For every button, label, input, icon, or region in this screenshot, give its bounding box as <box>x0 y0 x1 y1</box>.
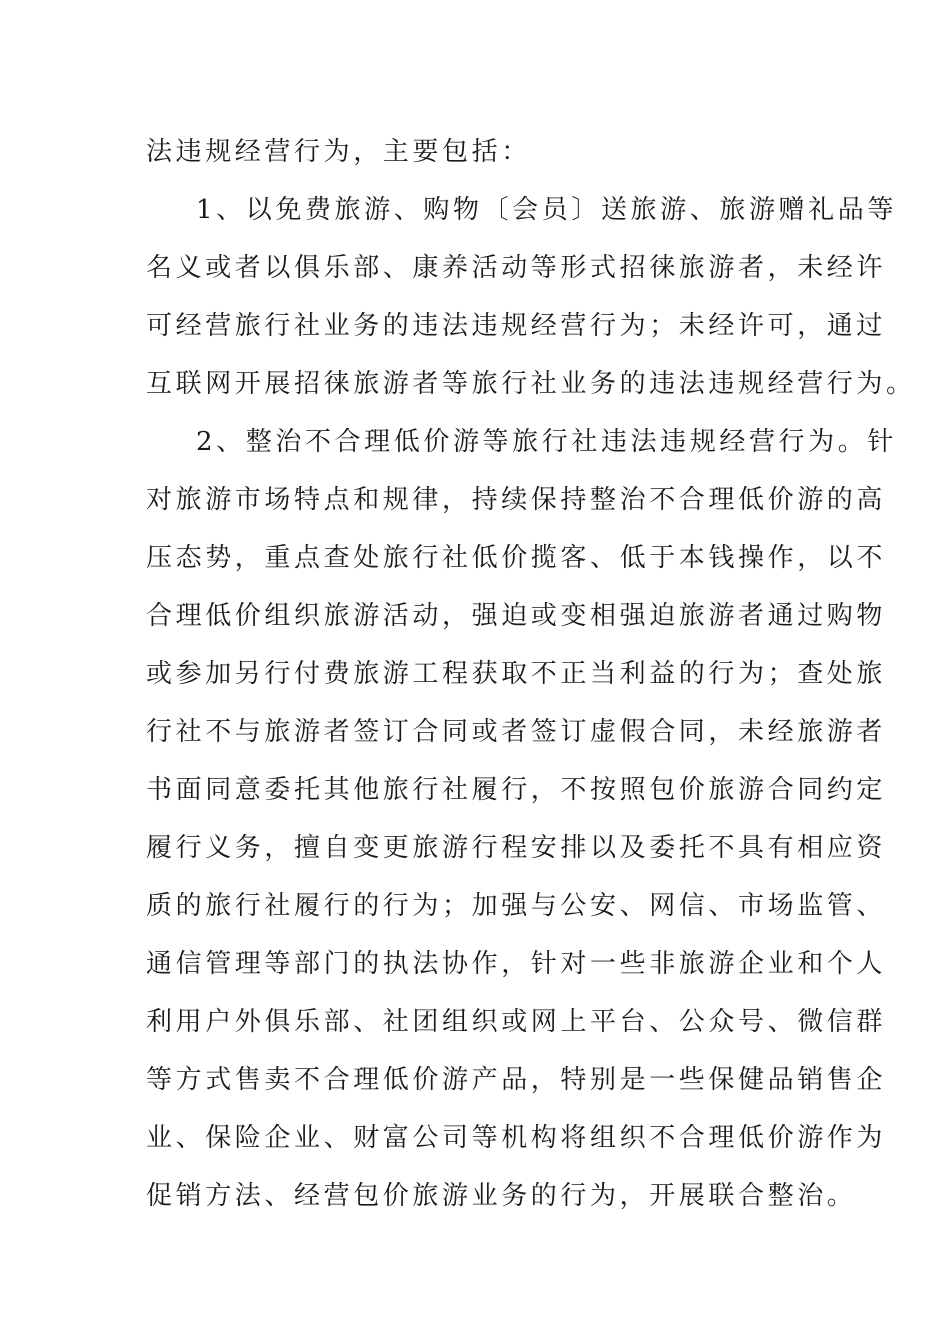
text-line: 互联网开展招徕旅游者等旅行社业务的违法违规经营行为。 <box>146 369 916 399</box>
text-line: 或参加另行付费旅游工程获取不正当利益的行为；查处旅 <box>146 659 887 689</box>
text-line: 压态势，重点查处旅行社低价揽客、低于本钱操作，以不 <box>146 543 887 573</box>
text-line: 通信管理等部门的执法协作，针对一些非旅游企业和个人 <box>146 949 887 979</box>
text-line: 履行义务，擅自变更旅游行程安排以及委托不具有相应资 <box>146 833 887 863</box>
text-line: 行社不与旅游者签订合同或者签订虚假合同，未经旅游者 <box>146 717 887 747</box>
text-line: 对旅游市场特点和规律，持续保持整治不合理低价游的高 <box>146 485 887 515</box>
text-line: 书面同意委托其他旅行社履行，不按照包价旅游合同约定 <box>146 775 887 805</box>
text-line: 名义或者以俱乐部、康养活动等形式招徕旅游者，未经许 <box>146 253 887 283</box>
text-line: 法违规经营行为，主要包括： <box>146 137 531 167</box>
text-line: 2、整治不合理低价游等旅行社违法违规经营行为。针 <box>196 427 897 457</box>
text-line: 促销方法、经营包价旅游业务的行为，开展联合整治。 <box>146 1181 857 1211</box>
text-line: 1、以免费旅游、购物〔会员〕送旅游、旅游赠礼品等 <box>196 195 897 225</box>
text-line: 质的旅行社履行的行为；加强与公安、网信、市场监管、 <box>146 891 887 921</box>
text-line: 可经营旅行社业务的违法违规经营行为；未经许可，通过 <box>146 311 887 341</box>
text-line: 利用户外俱乐部、社团组织或网上平台、公众号、微信群 <box>146 1007 887 1037</box>
text-line: 业、保险企业、财富公司等机构将组织不合理低价游作为 <box>146 1123 887 1153</box>
text-line: 合理低价组织旅游活动，强迫或变相强迫旅游者通过购物 <box>146 601 887 631</box>
text-line: 等方式售卖不合理低价游产品，特别是一些保健品销售企 <box>146 1065 887 1095</box>
